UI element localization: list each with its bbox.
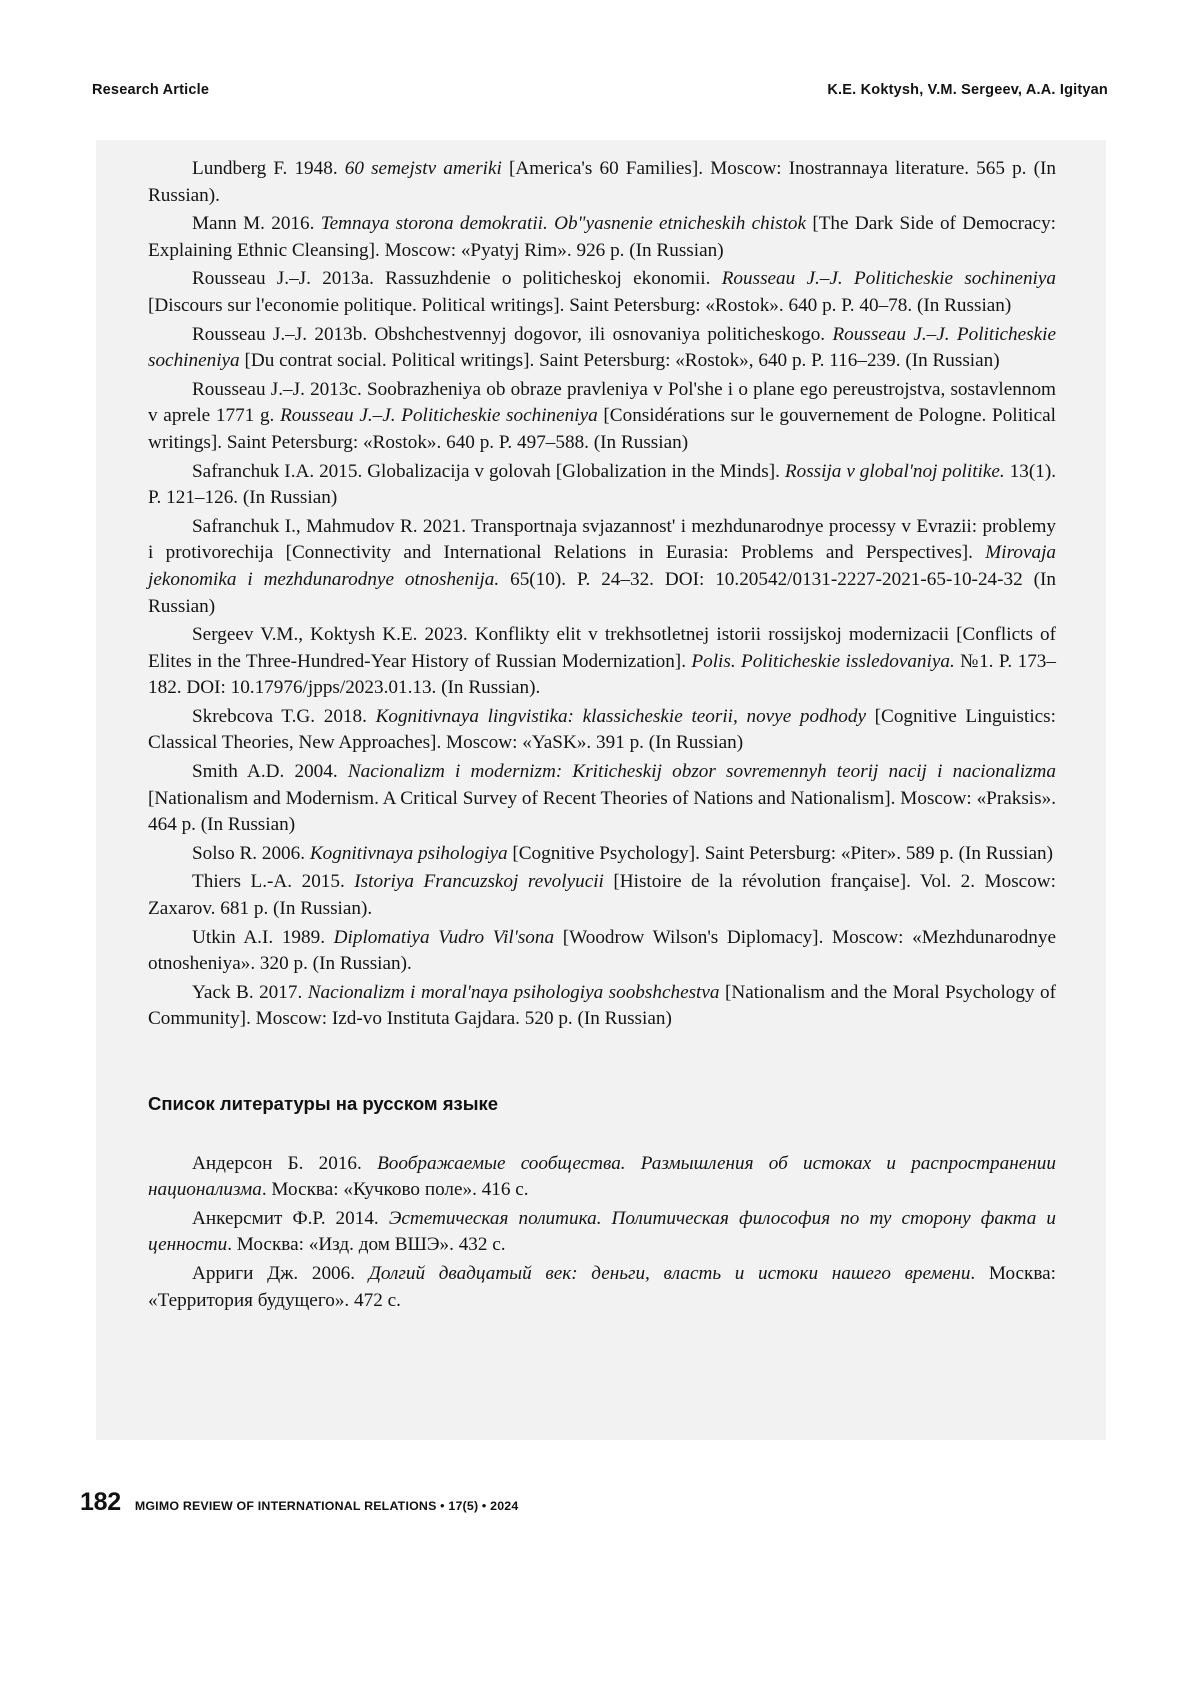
reference-text: Yack B. 2017. (192, 981, 308, 1003)
page-number: 182 (80, 1488, 121, 1516)
reference-entry (148, 869, 1056, 922)
reference-title-italic: Rousseau J.–J. Politicheskie sochineniya (721, 268, 1056, 290)
reference-text: Rousseau J.–J. 2013a. Rassuzhdenie o politicheskoj ekonomii. (192, 268, 722, 290)
reference-entry (148, 459, 1056, 512)
reference-text: [Nationalism and the Moral Psychology of Community]. Moscow: Izd-vo Instituta Gajdara. 520 p. (In Russian) (148, 981, 1056, 1030)
reference-entry (148, 1151, 1056, 1204)
page-footer (80, 1488, 518, 1517)
reference-text: Sergeev V.M., Koktysh K.E. 2023. Konflikty elit v trekhsotletnej istorii rossijskoj modernizacii [Conflicts of Elites in the Three-Hundred-Year History of Russian Modernization]. (148, 624, 1056, 672)
reference-title-italic: Mirovaja jekonomika i mezhdunarodnye otnoshenija. (148, 542, 1056, 590)
reference-text: . Москва: «Кучково поле». 416 с. (261, 1179, 529, 1201)
reference-text: Rousseau J.–J. 2013c. Soobrazheniya ob obraze pravleniya v Pol'she i o plane ego pereustrojstva, sostavlennom v aprele 1771 g. (148, 378, 1056, 427)
reference-text: Анкерсмит Ф.Р. 2014. (192, 1207, 389, 1229)
reference-title-italic: Эстетическая политика. Политическая философия по ту сторону факта и ценности (148, 1207, 1056, 1256)
reference-text: . Москва: «Изд. дом ВШЭ». 432 с. (227, 1234, 506, 1256)
reference-text: Rousseau J.–J. 2013b. Obshchestvennyj dogovor, ili osnovaniya politicheskogo. (192, 323, 833, 345)
reference-text: [Histoire de la révolution française]. Vol. 2. Moscow: Zaxarov. 681 p. (In Russian). (148, 871, 1056, 920)
reference-text: Mann M. 2016. (192, 213, 321, 235)
reference-text: Smith A.D. 2004. (192, 761, 348, 783)
reference-text: [Discours sur l'economie politique. Political writings]. Saint Petersburg: «Rostok». 640 p. P. 40–78. (In Russian) (148, 294, 1012, 316)
reference-text: Utkin A.I. 1989. (192, 926, 334, 948)
reference-entry (148, 377, 1056, 457)
references-list-russian (148, 1151, 1056, 1315)
reference-title-italic: Istoriya Francuzskoj revolyucii (354, 871, 604, 893)
section-heading-russian-references: Список литературы на русском языке (148, 1093, 499, 1114)
reference-text: [Du contrat social. Political writings]. Saint Petersburg: «Rostok», 640 p. P. 116–239. (In Russian) (239, 350, 1000, 372)
reference-entry (148, 980, 1056, 1033)
reference-entry (148, 925, 1056, 978)
header-article-type: Research Article (92, 82, 210, 98)
reference-title-italic: Polis. Politicheskie issledovaniya. (691, 650, 955, 672)
reference-entry (148, 514, 1056, 620)
reference-text: Solso R. 2006. (192, 842, 310, 864)
reference-entry (148, 622, 1056, 702)
spacer-after-heading (148, 1117, 1056, 1151)
reference-text: Арриги Дж. 2006. (192, 1262, 369, 1284)
references-content (148, 156, 1056, 1316)
reference-text: Thiers L.-A. 2015. (192, 871, 355, 893)
reference-text: 13(1). P. 121–126. (In Russian) (148, 460, 1057, 509)
reference-text: . Москва: «Территория будущего». 472 с. (148, 1262, 1057, 1311)
reference-title-italic: Rousseau J.–J. Politicheskie sochineniya (280, 405, 598, 427)
reference-entry (148, 841, 1056, 868)
reference-text: [Nationalism and Modernism. A Critical Survey of Recent Theories of Nations and Nationalism]. Moscow: «Praksis». 464 p. (In Russian) (148, 787, 1056, 836)
reference-entry (148, 156, 1056, 209)
header-authors: K.E. Koktysh, V.M. Sergeev, A.A. Igityan (827, 82, 1108, 98)
reference-text: Lundberg F. 1948. (192, 158, 345, 179)
reference-text: [Cognitive Linguistics: Classical Theories, New Approaches]. Moscow: «YaSK». 391 p. (In Russian) (148, 705, 1056, 754)
reference-entry (148, 266, 1056, 319)
reference-text: №1. P. 173–182. DOI: 10.17976/jpps/2023.01.13. (In Russian). (148, 650, 1056, 699)
reference-text: [America's 60 Families]. Moscow: Inostrannaya literature. 565 p. (In Russian). (148, 158, 1056, 206)
reference-title-italic: Temnaya storona demokratii. Ob"yasnenie etnicheskih chistok (320, 213, 807, 235)
reference-title-italic: Долгий двадцатый век: деньги, власть и истоки нашего времени (368, 1262, 971, 1284)
reference-title-italic: Nacionalizm i modernizm: Kriticheskij obzor sovremennyh teorij nacij i nacionalizma (347, 761, 1056, 783)
reference-entry (148, 1261, 1056, 1314)
footer-journal-title: MGIMO REVIEW OF INTERNATIONAL RELATIONS • 17(5) • 2024 (134, 1499, 519, 1513)
reference-entry (148, 322, 1056, 375)
reference-text: [Considérations sur le gouvernement de Pologne. Political writings]. Saint Petersburg: «Rostok». 640 p. P. 497–588. (In Russian) (148, 405, 1056, 453)
reference-text: 65(10). P. 24–32. DOI: 10.20542/0131-2227-2021-65-10-24-32 (In Russian) (148, 568, 1056, 617)
page-header (92, 82, 1108, 98)
reference-text: [The Dark Side of Democracy: Explaining Ethnic Cleansing]. Moscow: «Pyatyj Rim». 926 p. (In Russian) (148, 213, 1056, 261)
reference-title-italic: Kognitivnaya psihologiya (309, 842, 508, 864)
reference-text: Safranchuk I., Mahmudov R. 2021. Transportnaja svjazannost' i mezhdunarodnye processy v Evrazii: problemy i protivorechija [Connectivity and International Relations in Eurasia: Problems and Perspectives]. (148, 515, 1056, 564)
reference-title-italic: Kognitivnaya lingvistika: klassicheskie teorii, novye podhody (375, 705, 866, 727)
reference-text: Андерсон Б. 2016. (192, 1152, 378, 1174)
reference-title-italic: Rossija v global'noj politike. (784, 460, 1005, 482)
spacer-before-heading (148, 1035, 1056, 1091)
reference-entry (148, 704, 1056, 757)
reference-text: Safranchuk I.A. 2015. Globalizacija v golovah [Globalization in the Minds]. (192, 460, 785, 482)
reference-title-italic: Nacionalizm i moral'naya psihologiya soobshchestva (307, 981, 720, 1003)
reference-text: Skrebcova T.G. 2018. (192, 705, 376, 727)
reference-text: [Cognitive Psychology]. Saint Petersburg: «Piter». 589 p. (In Russian) (507, 842, 1053, 864)
reference-title-italic: 60 semejstv ameriki (344, 158, 502, 179)
reference-title-italic: Rousseau J.–J. Politicheskie sochineniya (148, 323, 1056, 372)
reference-entry (148, 211, 1056, 264)
reference-title-italic: Воображаемые сообщества. Размышления об истоках и распространении национализма (148, 1152, 1056, 1201)
reference-text: [Woodrow Wilson's Diplomacy]. Moscow: «Mezhdunarodnye otnosheniya». 320 p. (In Russian). (148, 926, 1056, 975)
references-list-english (148, 156, 1056, 1033)
reference-entry (148, 759, 1056, 839)
reference-entry (148, 1206, 1056, 1259)
reference-title-italic: Diplomatiya Vudro Vil'sona (333, 926, 555, 948)
